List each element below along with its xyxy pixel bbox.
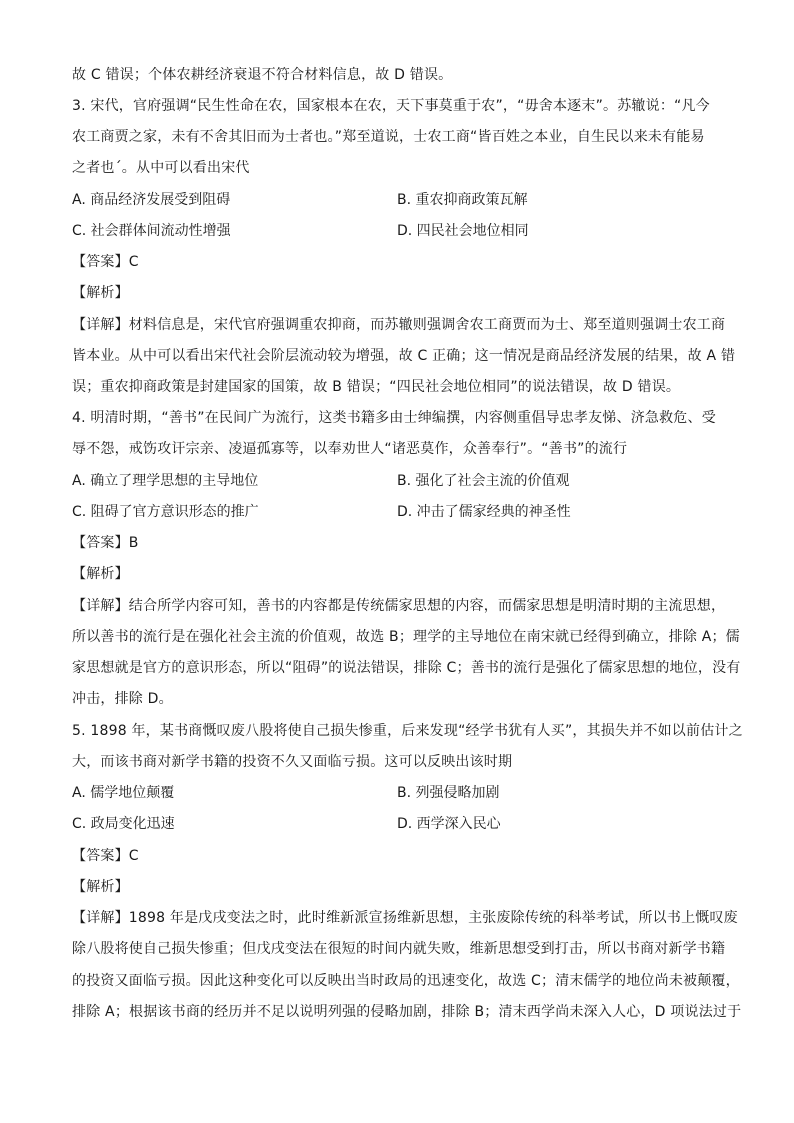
explanation-text: 除八股将使自己损失惨重；但戊戌变法在很短的时间内就失败，维新思想受到打击，所以书商对新学书籍 bbox=[72, 941, 726, 957]
q4-option-c: C. 阻碍了官方意识形态的推广 bbox=[72, 504, 259, 520]
q5-option-c: C. 政局变化迅速 bbox=[72, 816, 175, 832]
explanation-text: 排除 A；根据该书商的经历并不足以说明列强的侵略加剧，排除 B；清末西学尚未深入人心，D 项说法过于 bbox=[72, 1004, 742, 1020]
answer-label: 【答案】C bbox=[72, 848, 139, 864]
analysis-label: 【解析】 bbox=[72, 879, 129, 895]
q5-option-d: D. 西学深入民心 bbox=[397, 816, 501, 832]
q5-option-b: B. 列强侵略加剧 bbox=[397, 785, 500, 801]
explanation-text: 【详解】材料信息是，宋代官府强调重农抑商，而苏辙则强调舍农工商贾而为士、郑至道则强调士农工商 bbox=[72, 317, 726, 333]
explanation-text: 冲击，排除 D。 bbox=[72, 691, 173, 707]
q5-option-a: A. 儒学地位颠覆 bbox=[72, 785, 175, 801]
q3-option-b: B. 重农抑商政策瓦解 bbox=[397, 192, 528, 208]
explanation-text: 【详解】结合所学内容可知，善书的内容都是传统儒家思想的内容，而儒家思想是明清时期的主流思想， bbox=[72, 598, 726, 614]
analysis-label: 【解析】 bbox=[72, 566, 129, 582]
question-3-text: 3. 宋代，官府强调“民生性命在农，国家根本在农，天下事莫重于农”，“毋舍本逐末”。苏辙说：“凡今 bbox=[72, 98, 710, 114]
explanation-text: 【详解】1898 年是戊戌变法之时，此时维新派宣扬维新思想，主张废除传统的科举考试，所以书上慨叹废 bbox=[72, 910, 738, 926]
question-4-text: 辱不怨，戒饬攻讦宗亲、凌逼孤寡等，以奉劝世人“诸恶莫作，众善奉行”。“善书”的流行 bbox=[72, 441, 628, 457]
question-3-text: 之者也ˊ。从中可以看出宋代 bbox=[72, 160, 250, 176]
q4-option-b: B. 强化了社会主流的价值观 bbox=[397, 473, 570, 489]
explanation-text: 误；重农抑商政策是封建国家的国策，故 B 错误；“四民社会地位相同”的说法错误，故 D 错误。 bbox=[72, 379, 681, 395]
explanation-text: 家思想就是官方的意识形态，所以“阻碍”的说法错误，排除 C；善书的流行是强化了儒家思想的地位，没有 bbox=[72, 660, 741, 676]
explanation-text: 皆本业。从中可以看出宋代社会阶层流动较为增强，故 C 正确；这一情况是商品经济发展的结果，故 A 错 bbox=[72, 348, 736, 364]
explanation-text: 所以善书的流行是在强化社会主流的价值观，故选 B；理学的主导地位在南宋就已经得到确立，排除 A；儒 bbox=[72, 629, 740, 645]
q3-option-a: A. 商品经济发展受到阻碍 bbox=[72, 192, 231, 208]
q4-option-d: D. 冲击了儒家经典的神圣性 bbox=[397, 504, 571, 520]
explanation-text: 的投资又面临亏损。因此这种变化可以反映出当时政局的迅速变化，故选 C；清末儒学的地位尚未被颠覆， bbox=[72, 973, 740, 989]
question-5-text: 5. 1898 年，某书商慨叹废八股将使自己损失惨重，后来发现“经学书犹有人买”，其损失并不如以前估计之 bbox=[72, 723, 743, 739]
answer-label: 【答案】C bbox=[72, 254, 139, 270]
analysis-label: 【解析】 bbox=[72, 285, 129, 301]
question-4-text: 4. 明清时期，“善书”在民间广为流行，这类书籍多由士绅编撰，内容侧重倡导忠孝友悌、济急救危、受 bbox=[72, 410, 716, 426]
text-line: 故 C 错误；个体农耕经济衰退不符合材料信息，故 D 错误。 bbox=[72, 67, 453, 83]
q3-option-c: C. 社会群体间流动性增强 bbox=[72, 223, 231, 239]
q4-option-a: A. 确立了理学思想的主导地位 bbox=[72, 473, 259, 489]
question-5-text: 大，而该书商对新学书籍的投资不久又面临亏损。这可以反映出该时期 bbox=[72, 754, 513, 770]
q3-option-d: D. 四民社会地位相同 bbox=[397, 223, 529, 239]
answer-label: 【答案】B bbox=[72, 535, 139, 551]
question-3-text: 农工商贾之家，未有不舍其旧而为士者也。”郑至道说，士农工商“皆百姓之本业，自生民以来未有能易 bbox=[72, 129, 705, 145]
